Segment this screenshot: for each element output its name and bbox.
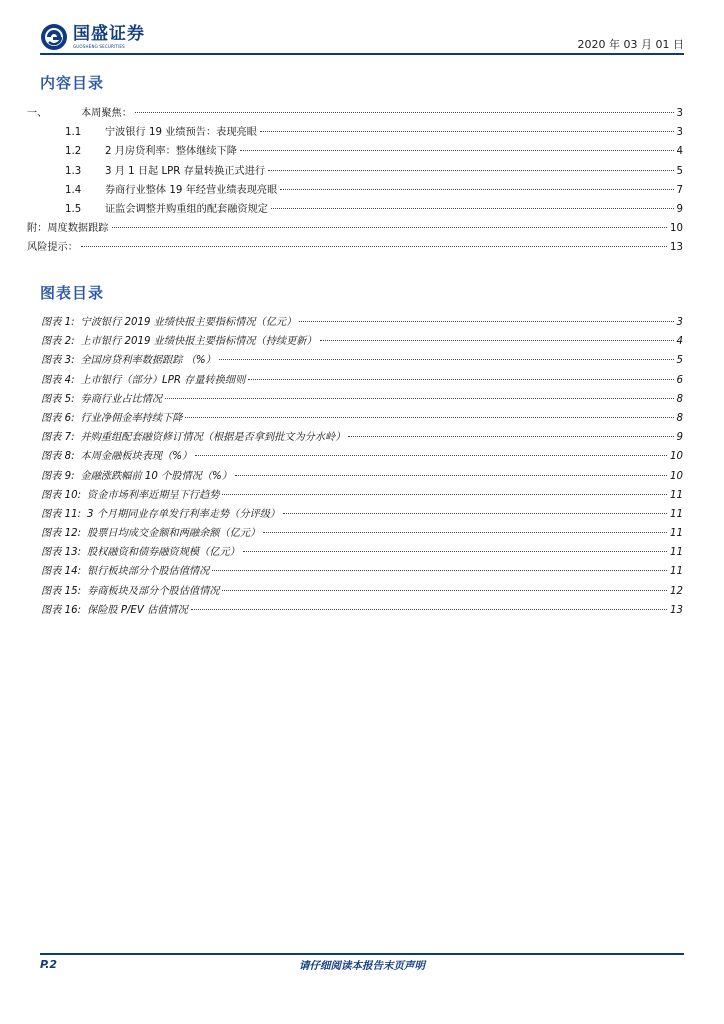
disclaimer-note: 请仔细阅读本报告末页声明 [299,960,425,972]
figure-entry[interactable] [27,351,683,370]
entry-page-number: 11 [670,528,683,540]
dot-leader [135,112,674,113]
entry-title: 证监会调整并购重组的配套融资规定 [105,203,268,215]
figure-entry[interactable] [27,524,683,543]
entry-title: 上市银行 2019 业绩快报主要指标情况（持续更新） [80,336,317,348]
entry-number: 一、 [27,108,48,119]
figure-entry[interactable] [27,313,683,332]
entry-page-number: 12 [670,585,683,597]
dot-leader [348,436,673,437]
dot-leader [243,551,667,552]
toc-entry[interactable] [27,200,683,219]
toc-entry[interactable] [27,219,683,238]
dot-leader [219,359,674,360]
entry-title: 3 个月期同业存单发行利率走势（分评级） [87,508,281,520]
figure-entry[interactable] [27,371,683,390]
figure-entry[interactable] [27,447,683,466]
toc-entry[interactable] [27,142,683,161]
entry-title: 券商行业占比情况 [80,393,163,405]
entry-number: 图表 4: [41,374,75,386]
entry-number: 图表 3: [41,355,75,367]
entry-page-number: 11 [670,566,683,578]
entry-title: 资金市场利率近期呈下行趋势 [87,489,220,501]
dot-leader [165,398,673,399]
figure-entry[interactable] [27,601,683,620]
logo-chinese-name: 国盛证券 [73,24,145,44]
entry-number: 图表 6: [41,412,75,424]
dot-leader [240,150,674,151]
entry-page-number: 9 [676,203,683,215]
dot-leader [320,340,674,341]
entry-title: 上市银行（部分）LPR 存量转换细则 [80,374,246,386]
entry-title: 并购重组配套融资修订情况（根据是否拿到批文为分水岭） [80,432,346,444]
figures-list [27,313,683,620]
dot-leader [212,570,667,571]
figure-entry[interactable] [27,332,683,351]
figure-entry[interactable] [27,562,683,581]
guosheng-logo-icon [40,23,68,51]
figures-title: 图表目录 [40,284,105,302]
entry-number: 1.2 [65,146,82,158]
entry-title: 股票日均成交金额和两融余额（亿元） [87,528,261,540]
company-logo [40,20,145,54]
entry-page-number: 11 [670,508,683,520]
contents-list [27,104,683,258]
header-divider [40,53,684,55]
entry-title: 本周聚焦： [81,108,132,119]
figure-entry[interactable] [27,582,683,601]
dot-leader [268,170,673,171]
figure-entry[interactable] [27,505,683,524]
entry-page-number: 4 [676,336,683,348]
entry-page-number: 3 [676,127,683,139]
figure-entry[interactable] [27,543,683,562]
entry-number: 图表 12: [41,528,82,540]
dot-leader [283,513,667,514]
contents-title: 内容目录 [40,74,105,92]
dot-leader [299,321,673,322]
toc-entry[interactable] [27,123,683,142]
entry-number: 图表 8: [41,451,75,463]
dot-leader [112,227,668,228]
entry-title: 金融涨跌幅前 10 个股情况（%） [80,470,232,482]
entry-title: 宁波银行 19 业绩预告：表现亮眼 [105,127,257,139]
dot-leader [191,609,667,610]
entry-number: 图表 11: [41,508,82,520]
entry-page-number: 4 [676,146,683,158]
entry-number: 1.5 [65,203,82,215]
entry-title: 券商板块及部分个股估值情况 [87,585,220,597]
entry-title: 附：周度数据跟踪 [27,223,109,235]
entry-page-number: 3 [676,108,683,119]
footer-divider [40,953,684,955]
figure-entry[interactable] [27,486,683,505]
figure-entry[interactable] [27,428,683,447]
dot-leader [271,208,674,209]
entry-number: 图表 1: [41,317,75,328]
report-date: 2020 年 03 月 01 日 [577,38,684,51]
dot-leader [235,475,667,476]
logo-english-name: GUOSHENG SECURITIES [73,44,125,49]
entry-number: 图表 2: [41,336,75,348]
entry-number: 图表 9: [41,470,75,482]
entry-page-number: 9 [676,432,683,444]
entry-page-number: 8 [676,393,683,405]
entry-page-number: 5 [676,165,683,177]
entry-title: 股权融资和债券融资规模（亿元） [87,547,240,559]
entry-title: 本周金融板块表现（%） [80,451,193,463]
dot-leader [260,131,674,132]
entry-page-number: 10 [670,470,683,482]
entry-number: 图表 10: [41,489,82,501]
entry-number: 图表 7: [41,432,75,444]
entry-page-number: 3 [676,317,683,328]
entry-title: 全国房贷利率数据跟踪 （%） [80,355,216,367]
toc-entry[interactable] [27,162,683,181]
dot-leader [222,494,667,495]
entry-page-number: 7 [676,184,683,196]
figure-entry[interactable] [27,390,683,409]
figure-entry[interactable] [27,409,683,428]
entry-number: 1.1 [65,127,82,139]
entry-number: 1.4 [65,184,82,196]
toc-entry[interactable] [27,238,683,257]
entry-number: 1.3 [65,165,82,177]
entry-page-number: 6 [676,374,683,386]
entry-page-number: 13 [670,242,683,254]
figure-entry[interactable] [27,467,683,486]
entry-title: 保险股 P/EV 估值情况 [87,604,188,616]
dot-leader [280,189,673,190]
page-header [40,20,684,54]
dot-leader [222,590,667,591]
entry-title: 风险提示： [27,242,78,254]
toc-entry[interactable] [27,181,683,200]
entry-number: 图表 14: [41,566,82,578]
entry-title: 券商行业整体 19 年经营业绩表现亮眼 [105,184,278,196]
entry-number: 图表 16: [41,604,82,616]
entry-page-number: 10 [670,223,683,235]
entry-page-number: 10 [670,451,683,463]
entry-title: 银行板块部分个股估值情况 [87,566,210,578]
page-number: P.2 [40,958,58,971]
entry-page-number: 11 [670,547,683,559]
dot-leader [263,532,667,533]
dot-leader [81,246,667,247]
entry-title: 行业净佣金率持续下降 [80,412,183,424]
entry-page-number: 13 [670,604,683,616]
entry-title: 宁波银行 2019 业绩快报主要指标情况（亿元） [80,317,297,328]
entry-number: 图表 15: [41,585,82,597]
entry-page-number: 5 [676,355,683,367]
entry-title: 2 月房贷利率：整体继续下降 [105,146,237,158]
entry-number: 图表 13: [41,547,82,559]
entry-number: 图表 5: [41,393,75,405]
entry-title: 3 月 1 日起 LPR 存量转换正式进行 [105,165,266,177]
dot-leader [248,379,673,380]
entry-page-number: 11 [670,489,683,501]
dot-leader [185,417,673,418]
dot-leader [195,455,667,456]
toc-entry[interactable] [27,104,683,123]
entry-page-number: 8 [676,412,683,424]
